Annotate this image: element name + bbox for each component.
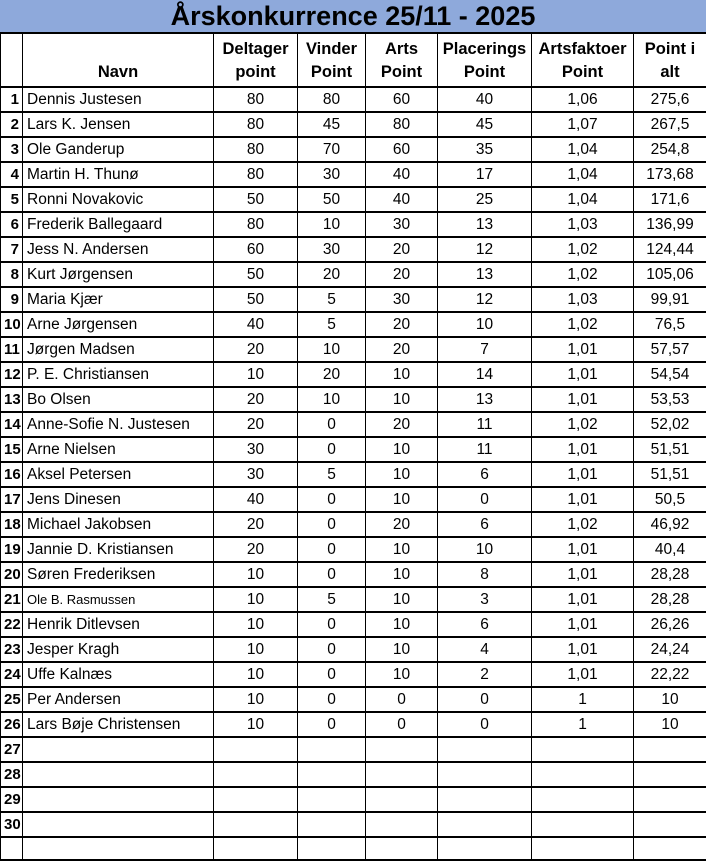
row-number[interactable]: 27 (1, 737, 23, 762)
cell-vinder[interactable]: 20 (298, 362, 366, 387)
cell-vinder[interactable]: 45 (298, 112, 366, 137)
cell-placerings[interactable]: 13 (438, 212, 532, 237)
row-number[interactable]: 8 (1, 262, 23, 287)
cell-artsfaktor[interactable]: 1,07 (532, 112, 634, 137)
cell-deltager[interactable]: 30 (214, 462, 298, 487)
cell-navn[interactable]: Anne-Sofie N. Justesen (23, 412, 214, 437)
cell-vinder[interactable] (298, 762, 366, 787)
row-number[interactable]: 29 (1, 787, 23, 812)
cell-arts[interactable]: 40 (366, 187, 438, 212)
cell-navn[interactable]: Henrik Ditlevsen (23, 612, 214, 637)
cell-arts[interactable]: 10 (366, 537, 438, 562)
cell-arts[interactable]: 10 (366, 637, 438, 662)
cell-artsfaktor[interactable]: 1,01 (532, 487, 634, 512)
cell-navn[interactable]: Bo Olsen (23, 387, 214, 412)
cell-placerings[interactable]: 2 (438, 662, 532, 687)
table-row (1, 562, 706, 587)
cell-navn[interactable]: P. E. Christiansen (23, 362, 214, 387)
cell-total[interactable]: 10 (634, 712, 706, 737)
cell-total[interactable]: 173,68 (634, 162, 706, 187)
table-row (1, 687, 706, 712)
row-number[interactable]: 1 (1, 87, 23, 112)
cell-total[interactable]: 275,6 (634, 87, 706, 112)
table-row (1, 337, 706, 362)
cell-navn[interactable]: Aksel Petersen (23, 462, 214, 487)
column-header-arts[interactable]: Arts Point (366, 34, 438, 87)
cell-navn[interactable]: Ronni Novakovic (23, 187, 214, 212)
cell-placerings[interactable] (438, 762, 532, 787)
cell-navn[interactable] (23, 812, 214, 837)
table-row (1, 737, 706, 762)
table-row (1, 762, 706, 787)
cell-navn[interactable] (23, 762, 214, 787)
cell-arts[interactable]: 10 (366, 562, 438, 587)
cell-total[interactable] (634, 787, 706, 812)
cell-artsfaktor[interactable]: 1,01 (532, 387, 634, 412)
cell-arts[interactable]: 40 (366, 162, 438, 187)
cell-arts[interactable]: 20 (366, 412, 438, 437)
cell-navn[interactable]: Michael Jakobsen (23, 512, 214, 537)
row-number[interactable] (1, 837, 23, 860)
table-header (1, 34, 706, 87)
column-header-artsfaktor[interactable]: Artsfaktoer Point (532, 34, 634, 87)
cell-placerings[interactable]: 17 (438, 162, 532, 187)
table-body (1, 87, 706, 860)
cell-artsfaktor[interactable] (532, 787, 634, 812)
row-number[interactable]: 21 (1, 587, 23, 612)
table-row (1, 512, 706, 537)
cell-vinder[interactable]: 0 (298, 487, 366, 512)
row-number[interactable]: 12 (1, 362, 23, 387)
cell-navn[interactable]: Per Andersen (23, 687, 214, 712)
cell-total[interactable]: 51,51 (634, 437, 706, 462)
table-row (1, 312, 706, 337)
cell-vinder[interactable]: 5 (298, 462, 366, 487)
cell-vinder[interactable]: 0 (298, 537, 366, 562)
cell-placerings[interactable]: 40 (438, 87, 532, 112)
cell-arts[interactable]: 0 (366, 712, 438, 737)
cell-arts[interactable]: 30 (366, 212, 438, 237)
cell-deltager[interactable]: 10 (214, 712, 298, 737)
cell-arts[interactable]: 0 (366, 687, 438, 712)
cell-total[interactable]: 136,99 (634, 212, 706, 237)
cell-placerings[interactable] (438, 812, 532, 837)
cell-vinder[interactable]: 10 (298, 212, 366, 237)
row-number[interactable]: 10 (1, 312, 23, 337)
cell-vinder[interactable]: 0 (298, 712, 366, 737)
column-header-navn[interactable]: Navn (23, 34, 214, 87)
cell-deltager[interactable]: 10 (214, 612, 298, 637)
row-number[interactable]: 5 (1, 187, 23, 212)
cell-deltager[interactable]: 50 (214, 287, 298, 312)
cell-arts[interactable]: 20 (366, 337, 438, 362)
cell-deltager[interactable]: 80 (214, 212, 298, 237)
cell-navn[interactable]: Lars K. Jensen (23, 112, 214, 137)
row-number[interactable]: 14 (1, 412, 23, 437)
cell-arts[interactable]: 10 (366, 587, 438, 612)
cell-total[interactable]: 51,51 (634, 462, 706, 487)
cell-deltager[interactable]: 20 (214, 337, 298, 362)
cell-placerings[interactable]: 7 (438, 337, 532, 362)
header-row (1, 34, 706, 87)
cell-arts[interactable]: 60 (366, 137, 438, 162)
cell-vinder[interactable]: 70 (298, 137, 366, 162)
row-number[interactable]: 4 (1, 162, 23, 187)
cell-arts[interactable] (366, 787, 438, 812)
row-number[interactable]: 11 (1, 337, 23, 362)
cell-artsfaktor[interactable]: 1,02 (532, 312, 634, 337)
cell-arts[interactable]: 20 (366, 237, 438, 262)
cell-navn[interactable]: Lars Bøje Christensen (23, 712, 214, 737)
cell-arts[interactable] (366, 837, 438, 860)
table-row (1, 462, 706, 487)
cell-deltager[interactable]: 10 (214, 562, 298, 587)
cell-vinder[interactable]: 0 (298, 687, 366, 712)
cell-artsfaktor[interactable]: 1,02 (532, 412, 634, 437)
cell-arts[interactable]: 10 (366, 462, 438, 487)
table-row (1, 712, 706, 737)
table-row (1, 212, 706, 237)
cell-arts[interactable] (366, 737, 438, 762)
row-number[interactable]: 9 (1, 287, 23, 312)
cell-vinder[interactable]: 30 (298, 237, 366, 262)
cell-placerings[interactable]: 11 (438, 412, 532, 437)
row-number[interactable]: 20 (1, 562, 23, 587)
cell-deltager[interactable]: 20 (214, 387, 298, 412)
cell-total[interactable]: 53,53 (634, 387, 706, 412)
cell-vinder[interactable]: 0 (298, 562, 366, 587)
cell-deltager[interactable]: 60 (214, 237, 298, 262)
cell-arts[interactable]: 10 (366, 612, 438, 637)
cell-placerings[interactable]: 13 (438, 262, 532, 287)
row-number[interactable]: 13 (1, 387, 23, 412)
cell-artsfaktor[interactable] (532, 762, 634, 787)
table-row (1, 812, 706, 837)
cell-vinder[interactable]: 0 (298, 612, 366, 637)
cell-deltager[interactable]: 40 (214, 487, 298, 512)
cell-navn[interactable]: Jesper Kragh (23, 637, 214, 662)
cell-total[interactable] (634, 812, 706, 837)
cell-placerings[interactable] (438, 737, 532, 762)
cell-vinder[interactable]: 50 (298, 187, 366, 212)
cell-placerings[interactable]: 12 (438, 237, 532, 262)
cell-navn[interactable]: Uffe Kalnæs (23, 662, 214, 687)
cell-total[interactable]: 76,5 (634, 312, 706, 337)
column-header-total[interactable]: Point i alt (634, 34, 706, 87)
cell-placerings[interactable]: 13 (438, 387, 532, 412)
cell-vinder[interactable]: 10 (298, 337, 366, 362)
cell-deltager[interactable] (214, 812, 298, 837)
page-title: Årskonkurrence 25/11 - 2025 (0, 0, 706, 34)
cell-deltager[interactable] (214, 762, 298, 787)
cell-placerings[interactable]: 8 (438, 562, 532, 587)
cell-artsfaktor[interactable]: 1,01 (532, 587, 634, 612)
cell-total[interactable]: 124,44 (634, 237, 706, 262)
table-row (1, 362, 706, 387)
column-header-vinder[interactable]: Vinder Point (298, 34, 366, 87)
row-number[interactable]: 16 (1, 462, 23, 487)
cell-artsfaktor[interactable] (532, 837, 634, 860)
cell-vinder[interactable]: 80 (298, 87, 366, 112)
cell-arts[interactable]: 10 (366, 662, 438, 687)
cell-total[interactable]: 171,6 (634, 187, 706, 212)
column-header-deltager[interactable]: Deltager point (214, 34, 298, 87)
results-table (0, 34, 706, 861)
cell-artsfaktor[interactable]: 1,01 (532, 437, 634, 462)
cell-total[interactable] (634, 737, 706, 762)
cell-navn[interactable]: Jess N. Andersen (23, 237, 214, 262)
table-row (1, 662, 706, 687)
cell-total[interactable]: 267,5 (634, 112, 706, 137)
cell-total[interactable] (634, 762, 706, 787)
cell-total[interactable]: 99,91 (634, 287, 706, 312)
cell-placerings[interactable]: 0 (438, 687, 532, 712)
cell-deltager[interactable] (214, 787, 298, 812)
row-number[interactable]: 28 (1, 762, 23, 787)
cell-artsfaktor[interactable]: 1,01 (532, 662, 634, 687)
cell-total[interactable]: 50,5 (634, 487, 706, 512)
table-row (1, 412, 706, 437)
cell-total[interactable]: 52,02 (634, 412, 706, 437)
cell-total[interactable]: 46,92 (634, 512, 706, 537)
cell-navn[interactable]: Frederik Ballegaard (23, 212, 214, 237)
row-number[interactable]: 15 (1, 437, 23, 462)
cell-arts[interactable] (366, 762, 438, 787)
cell-placerings[interactable]: 6 (438, 462, 532, 487)
row-number[interactable]: 2 (1, 112, 23, 137)
row-number[interactable]: 18 (1, 512, 23, 537)
cell-navn[interactable]: Martin H. Thunø (23, 162, 214, 187)
table-row (1, 437, 706, 462)
row-number[interactable]: 26 (1, 712, 23, 737)
cell-placerings[interactable]: 0 (438, 712, 532, 737)
cell-arts[interactable]: 10 (366, 487, 438, 512)
cell-artsfaktor[interactable]: 1,04 (532, 187, 634, 212)
cell-deltager[interactable] (214, 837, 298, 860)
table-row (1, 87, 706, 112)
cell-arts[interactable]: 10 (366, 362, 438, 387)
cell-vinder[interactable]: 0 (298, 512, 366, 537)
cell-navn[interactable]: Jannie D. Kristiansen (23, 537, 214, 562)
cell-total[interactable]: 26,26 (634, 612, 706, 637)
row-number[interactable]: 17 (1, 487, 23, 512)
table-row (1, 487, 706, 512)
cell-vinder[interactable] (298, 837, 366, 860)
table-row (1, 237, 706, 262)
cell-vinder[interactable] (298, 812, 366, 837)
cell-deltager[interactable]: 80 (214, 137, 298, 162)
cell-placerings[interactable]: 45 (438, 112, 532, 137)
cell-artsfaktor[interactable]: 1,01 (532, 337, 634, 362)
cell-navn[interactable]: Kurt Jørgensen (23, 262, 214, 287)
cell-arts[interactable]: 10 (366, 437, 438, 462)
cell-navn[interactable] (23, 787, 214, 812)
cell-placerings[interactable]: 35 (438, 137, 532, 162)
cell-navn[interactable]: Ole Ganderup (23, 137, 214, 162)
table-row (1, 287, 706, 312)
cell-navn[interactable]: Søren Frederiksen (23, 562, 214, 587)
cell-vinder[interactable]: 30 (298, 162, 366, 187)
cell-vinder[interactable]: 10 (298, 387, 366, 412)
cell-artsfaktor[interactable]: 1,01 (532, 362, 634, 387)
table-row (1, 787, 706, 812)
cell-vinder[interactable]: 5 (298, 312, 366, 337)
row-number[interactable]: 3 (1, 137, 23, 162)
cell-navn[interactable]: Arne Jørgensen (23, 312, 214, 337)
cell-total[interactable]: 254,8 (634, 137, 706, 162)
table-row (1, 637, 706, 662)
cell-artsfaktor[interactable]: 1,01 (532, 537, 634, 562)
cell-artsfaktor[interactable]: 1,01 (532, 562, 634, 587)
table-row (1, 162, 706, 187)
cell-deltager[interactable]: 80 (214, 162, 298, 187)
cell-arts[interactable]: 60 (366, 87, 438, 112)
cell-placerings[interactable]: 14 (438, 362, 532, 387)
cell-deltager[interactable]: 10 (214, 662, 298, 687)
cell-arts[interactable]: 80 (366, 112, 438, 137)
cell-artsfaktor[interactable]: 1,06 (532, 87, 634, 112)
cell-deltager[interactable]: 50 (214, 262, 298, 287)
cell-total[interactable]: 10 (634, 687, 706, 712)
cell-artsfaktor[interactable]: 1,03 (532, 212, 634, 237)
row-number[interactable]: 25 (1, 687, 23, 712)
cell-vinder[interactable] (298, 787, 366, 812)
row-number[interactable]: 24 (1, 662, 23, 687)
cell-total[interactable]: 105,06 (634, 262, 706, 287)
cell-deltager[interactable]: 50 (214, 187, 298, 212)
table-row (1, 112, 706, 137)
cell-arts[interactable]: 20 (366, 312, 438, 337)
cell-artsfaktor[interactable] (532, 737, 634, 762)
cell-placerings[interactable]: 11 (438, 437, 532, 462)
cell-total[interactable]: 28,28 (634, 587, 706, 612)
cell-deltager[interactable]: 20 (214, 412, 298, 437)
cell-vinder[interactable]: 0 (298, 437, 366, 462)
cell-deltager[interactable]: 30 (214, 437, 298, 462)
table-row (1, 837, 706, 860)
cell-total[interactable]: 40,4 (634, 537, 706, 562)
cell-deltager[interactable]: 20 (214, 512, 298, 537)
table-row (1, 537, 706, 562)
cell-artsfaktor[interactable]: 1,01 (532, 462, 634, 487)
row-number[interactable]: 22 (1, 612, 23, 637)
cell-placerings[interactable]: 12 (438, 287, 532, 312)
cell-vinder[interactable]: 0 (298, 662, 366, 687)
cell-deltager[interactable]: 80 (214, 112, 298, 137)
cell-artsfaktor[interactable]: 1 (532, 712, 634, 737)
table-row (1, 187, 706, 212)
cell-deltager[interactable]: 10 (214, 362, 298, 387)
cell-deltager[interactable]: 40 (214, 312, 298, 337)
cell-deltager[interactable]: 20 (214, 537, 298, 562)
cell-placerings[interactable] (438, 787, 532, 812)
cell-deltager[interactable]: 10 (214, 587, 298, 612)
cell-arts[interactable]: 20 (366, 262, 438, 287)
cell-navn[interactable]: Dennis Justesen (23, 87, 214, 112)
cell-placerings[interactable]: 6 (438, 612, 532, 637)
cell-navn[interactable]: Jørgen Madsen (23, 337, 214, 362)
cell-total[interactable]: 24,24 (634, 637, 706, 662)
cell-navn[interactable]: Maria Kjær (23, 287, 214, 312)
cell-arts[interactable]: 30 (366, 287, 438, 312)
cell-arts[interactable]: 20 (366, 512, 438, 537)
cell-vinder[interactable]: 5 (298, 587, 366, 612)
table-row (1, 612, 706, 637)
table-row (1, 387, 706, 412)
cell-artsfaktor[interactable]: 1 (532, 687, 634, 712)
row-number[interactable]: 7 (1, 237, 23, 262)
cell-vinder[interactable]: 0 (298, 412, 366, 437)
cell-navn[interactable] (23, 737, 214, 762)
cell-vinder[interactable]: 0 (298, 637, 366, 662)
column-header-num[interactable] (1, 34, 23, 87)
cell-placerings[interactable]: 0 (438, 487, 532, 512)
cell-vinder[interactable] (298, 737, 366, 762)
cell-artsfaktor[interactable] (532, 812, 634, 837)
row-number[interactable]: 23 (1, 637, 23, 662)
cell-total[interactable]: 57,57 (634, 337, 706, 362)
cell-placerings[interactable] (438, 837, 532, 860)
cell-placerings[interactable]: 3 (438, 587, 532, 612)
cell-navn[interactable] (23, 837, 214, 860)
cell-artsfaktor[interactable]: 1,04 (532, 162, 634, 187)
row-number[interactable]: 6 (1, 212, 23, 237)
cell-vinder[interactable]: 20 (298, 262, 366, 287)
cell-total[interactable]: 54,54 (634, 362, 706, 387)
cell-placerings[interactable]: 6 (438, 512, 532, 537)
cell-deltager[interactable]: 10 (214, 687, 298, 712)
table-row (1, 262, 706, 287)
cell-total[interactable] (634, 837, 706, 860)
row-number[interactable]: 19 (1, 537, 23, 562)
cell-artsfaktor[interactable]: 1,01 (532, 612, 634, 637)
cell-artsfaktor[interactable]: 1,02 (532, 512, 634, 537)
cell-placerings[interactable]: 10 (438, 312, 532, 337)
cell-artsfaktor[interactable]: 1,03 (532, 287, 634, 312)
cell-navn[interactable]: Jens Dinesen (23, 487, 214, 512)
row-number[interactable]: 30 (1, 812, 23, 837)
cell-navn[interactable]: Ole B. Rasmussen (23, 587, 214, 612)
cell-placerings[interactable]: 4 (438, 637, 532, 662)
cell-artsfaktor[interactable]: 1,02 (532, 262, 634, 287)
cell-vinder[interactable]: 5 (298, 287, 366, 312)
cell-artsfaktor[interactable]: 1,04 (532, 137, 634, 162)
table-row (1, 587, 706, 612)
cell-placerings[interactable]: 25 (438, 187, 532, 212)
cell-deltager[interactable]: 10 (214, 637, 298, 662)
table-row (1, 137, 706, 162)
cell-artsfaktor[interactable]: 1,01 (532, 637, 634, 662)
cell-placerings[interactable]: 10 (438, 537, 532, 562)
cell-artsfaktor[interactable]: 1,02 (532, 237, 634, 262)
cell-navn[interactable]: Arne Nielsen (23, 437, 214, 462)
cell-deltager[interactable] (214, 737, 298, 762)
cell-deltager[interactable]: 80 (214, 87, 298, 112)
cell-total[interactable]: 22,22 (634, 662, 706, 687)
cell-total[interactable]: 28,28 (634, 562, 706, 587)
cell-arts[interactable]: 10 (366, 387, 438, 412)
column-header-placerings[interactable]: Placerings Point (438, 34, 532, 87)
cell-arts[interactable] (366, 812, 438, 837)
